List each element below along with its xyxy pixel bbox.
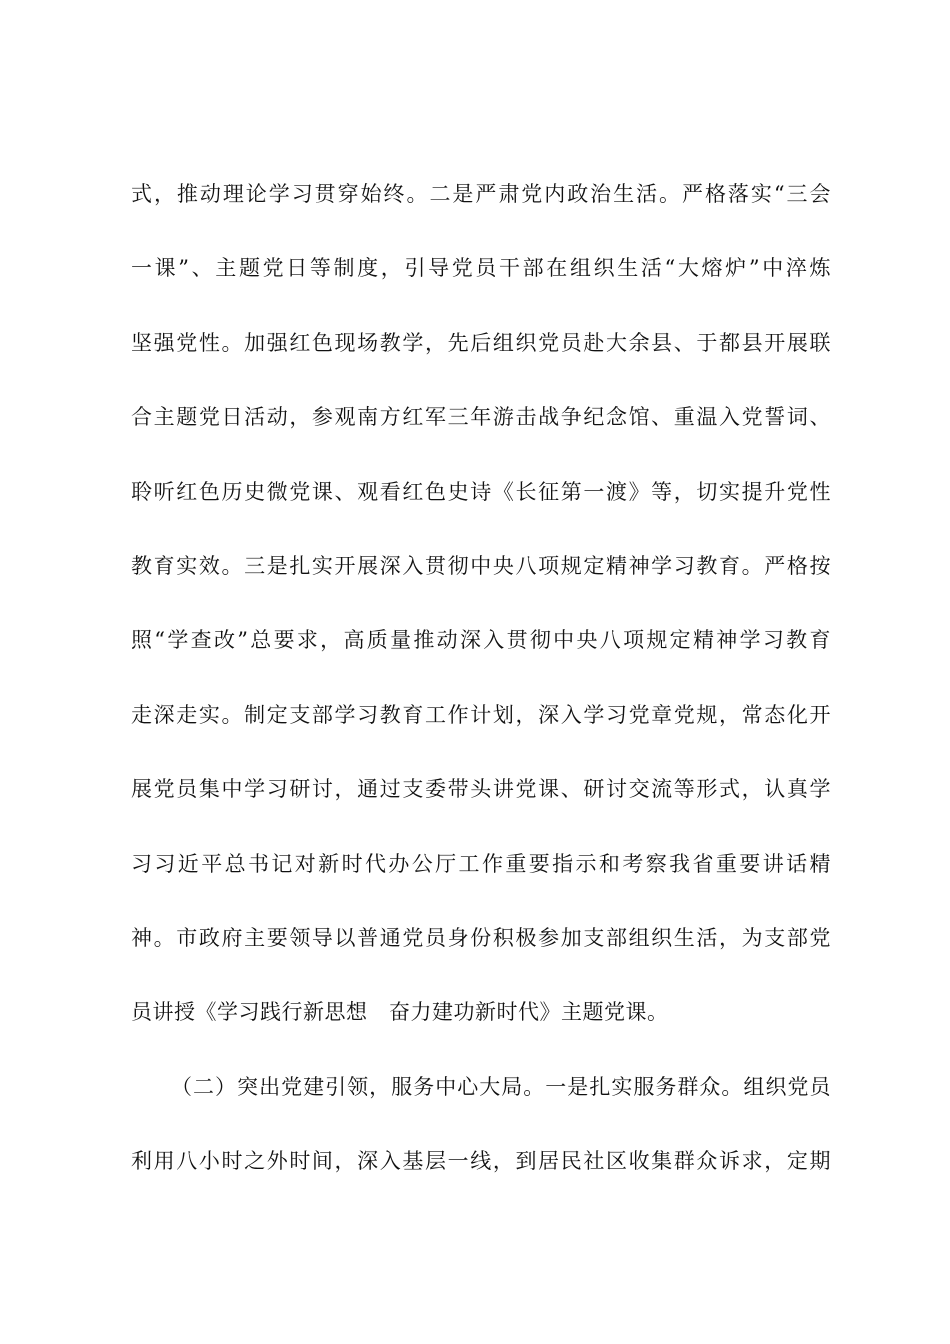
section-heading-line: （二）突出党建引领，服务中心大局。一是扎实服务群众。组织党员 bbox=[171, 1074, 831, 1099]
text-line-5: 聆听红色历史微党课、观看红色史诗《长征第一渡》等，切实提升党性 bbox=[131, 479, 831, 504]
text-line-3: 坚强党性。加强红色现场教学，先后组织党员赴大余县、于都县开展联 bbox=[131, 330, 831, 355]
text-line-2: 一课”、主题党日等制度，引导党员干部在组织生活“大熔炉”中淬炼 bbox=[131, 256, 831, 281]
text-line-11: 神。市政府主要领导以普通党员身份积极参加支部组织生活，为支部党 bbox=[131, 925, 831, 950]
text-line-12: 员讲授《学习践行新思想 奋力建功新时代》主题党课。 bbox=[131, 1000, 669, 1025]
text-line-6: 教育实效。三是扎实开展深入贯彻中央八项规定精神学习教育。严格按 bbox=[131, 553, 831, 578]
text-line-10: 习习近平总书记对新时代办公厅工作重要指示和考察我省重要讲话精 bbox=[131, 851, 831, 876]
text-line-4: 合主题党日活动，参观南方红军三年游击战争纪念馆、重温入党誓词、 bbox=[131, 405, 831, 430]
text-line-14: 利用八小时之外时间，深入基层一线，到居民社区收集群众诉求，定期 bbox=[131, 1149, 831, 1174]
text-line-1: 式，推动理论学习贯穿始终。二是严肃党内政治生活。严格落实“三会 bbox=[131, 182, 831, 206]
body-text bbox=[131, 168, 831, 1209]
text-line-9: 展党员集中学习研讨，通过支委带头讲党课、研讨交流等形式，认真学 bbox=[131, 777, 831, 802]
text-line-8: 走深走实。制定支部学习教育工作计划，深入学习党章党规，常态化开 bbox=[131, 702, 831, 727]
text-line-7: 照“学查改”总要求，高质量推动深入贯彻中央八项规定精神学习教育 bbox=[131, 628, 831, 653]
